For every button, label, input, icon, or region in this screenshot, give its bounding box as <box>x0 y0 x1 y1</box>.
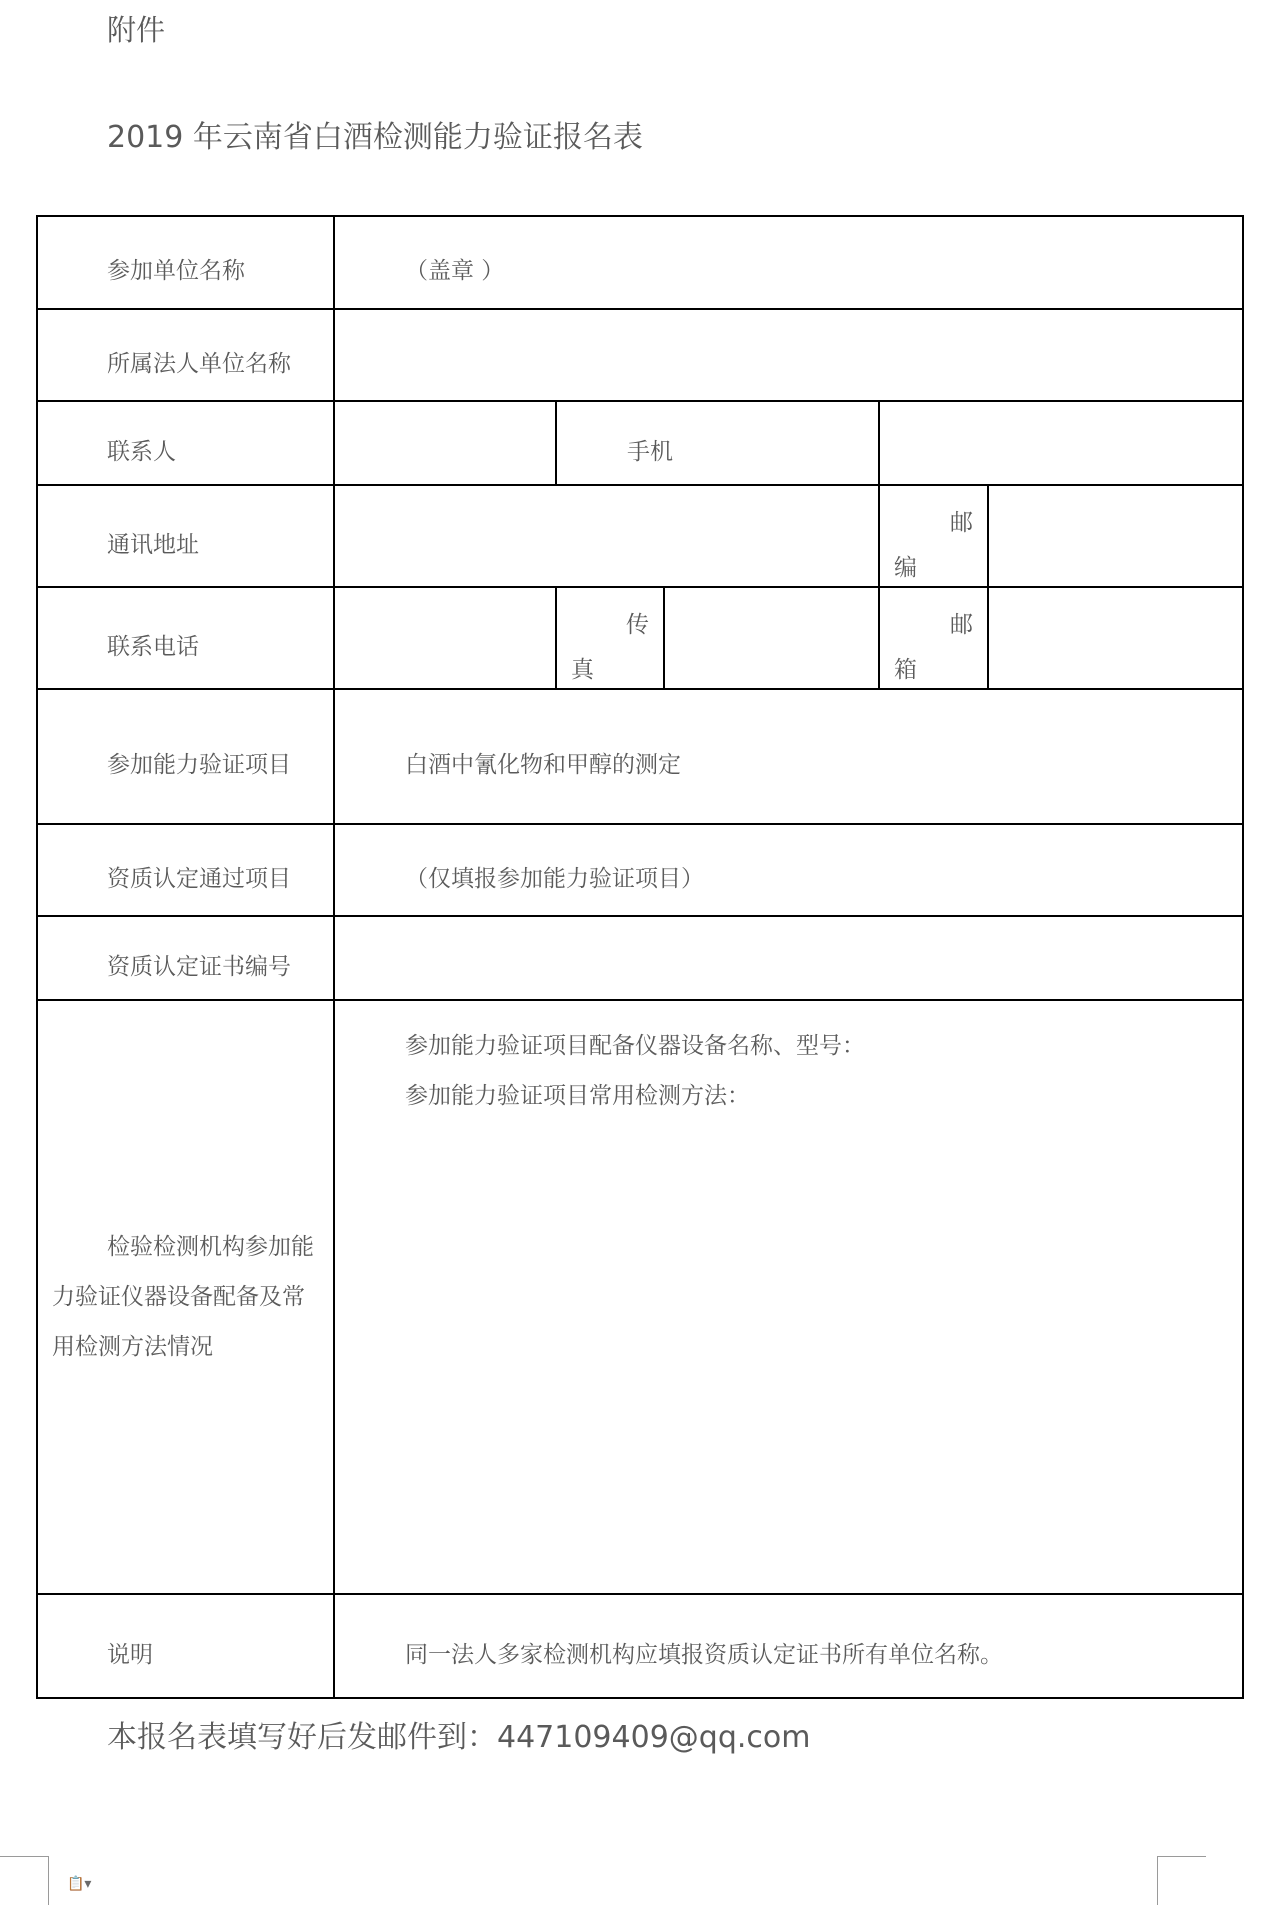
row-cert-no <box>37 916 1243 1000</box>
fax-label-bottom: 真 <box>571 657 594 683</box>
row-unit-name <box>37 216 1243 309</box>
phone-label: 联系电话 <box>37 587 334 689</box>
page-corner-mark-right <box>1157 1856 1206 1905</box>
equipment-label: 检验检测机构参加能力验证仪器设备配备及常用检测方法情况 <box>37 1000 334 1594</box>
qual-project-hint: （仅填报参加能力验证项目） <box>405 865 704 892</box>
address-label: 通讯地址 <box>37 485 334 587</box>
row-address <box>37 485 1243 587</box>
row-contact <box>37 401 1243 485</box>
fax-field[interactable] <box>664 587 879 689</box>
row-project <box>37 689 1243 824</box>
note-value: 同一法人多家检测机构应填报资质认定证书所有单位名称。 <box>334 1594 1243 1698</box>
email-label-top: 邮 <box>950 612 973 638</box>
email-label-bottom: 箱 <box>894 657 917 683</box>
row-legal-unit <box>37 309 1243 401</box>
cert-no-field[interactable] <box>334 916 1243 1000</box>
project-label: 参加能力验证项目 <box>37 689 334 824</box>
qual-project-label: 资质认定通过项目 <box>37 824 334 916</box>
fax-label-top: 传 <box>626 612 649 638</box>
paste-options-icon[interactable]: 📋▾ <box>67 1876 92 1892</box>
equipment-line-methods: 参加能力验证项目常用检测方法： <box>405 1083 750 1109</box>
legal-unit-field[interactable] <box>334 309 1243 401</box>
cert-no-label: 资质认定证书编号 <box>37 916 334 1000</box>
mobile-field[interactable] <box>879 401 1243 485</box>
page-corner-mark-left <box>0 1856 49 1905</box>
phone-field[interactable] <box>334 587 556 689</box>
contact-label: 联系人 <box>37 401 334 485</box>
postcode-label <box>879 485 988 587</box>
attachment-label: 附件 <box>107 13 166 47</box>
project-value[interactable]: 白酒中氰化物和甲醇的测定 <box>334 689 1243 824</box>
postcode-field[interactable] <box>988 485 1243 587</box>
unit-name-hint: （盖章 ） <box>405 258 505 284</box>
unit-name-field[interactable] <box>334 216 1243 309</box>
email-label <box>879 587 988 689</box>
legal-unit-label: 所属法人单位名称 <box>37 309 334 401</box>
row-equipment <box>37 1000 1243 1594</box>
fax-label <box>556 587 664 689</box>
mobile-label: 手机 <box>556 401 879 485</box>
qual-project-field[interactable] <box>334 824 1243 916</box>
note-label: 说明 <box>37 1594 334 1698</box>
email-field[interactable] <box>988 587 1243 689</box>
address-field[interactable] <box>334 485 879 587</box>
row-phone <box>37 587 1243 689</box>
registration-form-table <box>36 215 1244 1699</box>
row-qual-project <box>37 824 1243 916</box>
document-title: 2019 年云南省白酒检测能力验证报名表 <box>107 120 643 155</box>
unit-name-label: 参加单位名称 <box>37 216 334 309</box>
row-note <box>37 1594 1243 1698</box>
email-send-note: 本报名表填写好后发邮件到：447109409@qq.com <box>107 1720 811 1755</box>
equipment-field[interactable] <box>334 1000 1243 1594</box>
equipment-line-instruments: 参加能力验证项目配备仪器设备名称、型号： <box>405 1033 865 1059</box>
postcode-label-top: 邮 <box>950 510 973 536</box>
contact-field[interactable] <box>334 401 556 485</box>
postcode-label-bottom: 编 <box>894 555 917 581</box>
